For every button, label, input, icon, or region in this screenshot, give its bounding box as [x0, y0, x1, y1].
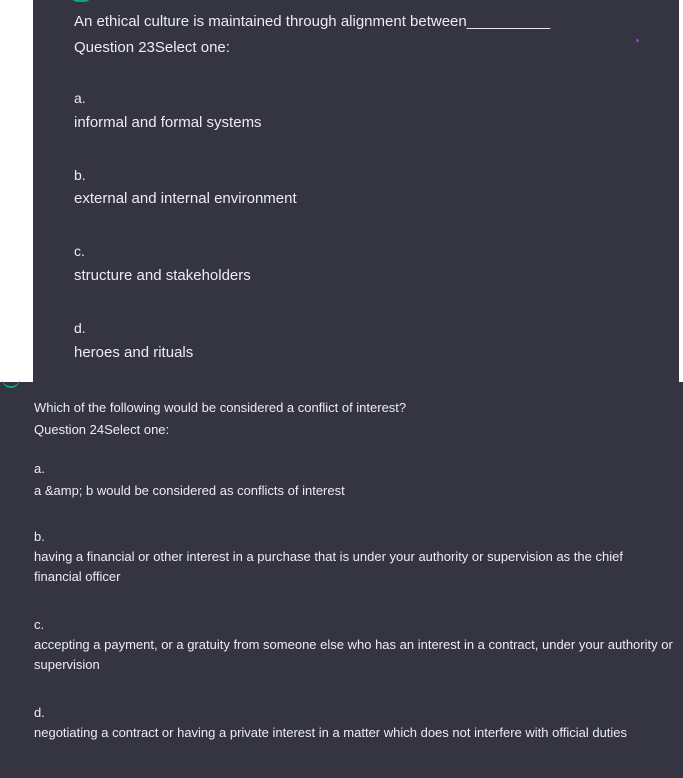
question-23-option-d-text: heroes and rituals — [74, 344, 194, 361]
question-23-prompt: An ethical culture is maintained through alignment between__________ — [74, 13, 551, 30]
message-question-23 — [33, 0, 679, 382]
question-24-option-a-text: a &amp; b would be considered as conflicts of interest — [34, 483, 345, 498]
question-24-prompt: Which of the following would be considered a conflict of interest? — [34, 400, 407, 415]
question-23-option-b-text: external and internal environment — [74, 190, 297, 207]
question-23-option-a-text: informal and formal systems — [74, 114, 262, 131]
question-24-option-d-letter: d. — [34, 705, 45, 720]
assistant-avatar-icon — [2, 376, 20, 388]
question-23-label: Question 23Select one: — [74, 39, 230, 56]
question-24-option-c-letter: c. — [34, 617, 45, 632]
question-23-option-b-letter: b. — [74, 167, 86, 183]
question-24-option-a-letter: a. — [34, 461, 45, 476]
question-23-option-c-text: structure and stakeholders — [74, 267, 251, 284]
question-24-label: Question 24Select one: — [34, 422, 170, 437]
assistant-avatar-icon — [70, 0, 92, 2]
question-23-option-c-letter: c. — [74, 243, 85, 259]
question-24-option-c-text: accepting a payment, or a gratuity from someone else who has an interest in a contract, under your authority or supervision — [34, 637, 673, 672]
message-question-24 — [0, 382, 683, 778]
question-23-option-d-letter: d. — [74, 320, 86, 336]
cursor-dot-icon — [636, 39, 639, 42]
question-24-option-b-text: having a financial or other interest in a purchase that is under your authority or supervision as the chief financial officer — [34, 549, 623, 584]
question-24-option-b-letter: b. — [34, 529, 45, 544]
question-23-option-a-letter: a. — [74, 90, 86, 106]
question-24-option-d-text: negotiating a contract or having a private interest in a matter which does not interfere with official duties — [34, 725, 628, 740]
